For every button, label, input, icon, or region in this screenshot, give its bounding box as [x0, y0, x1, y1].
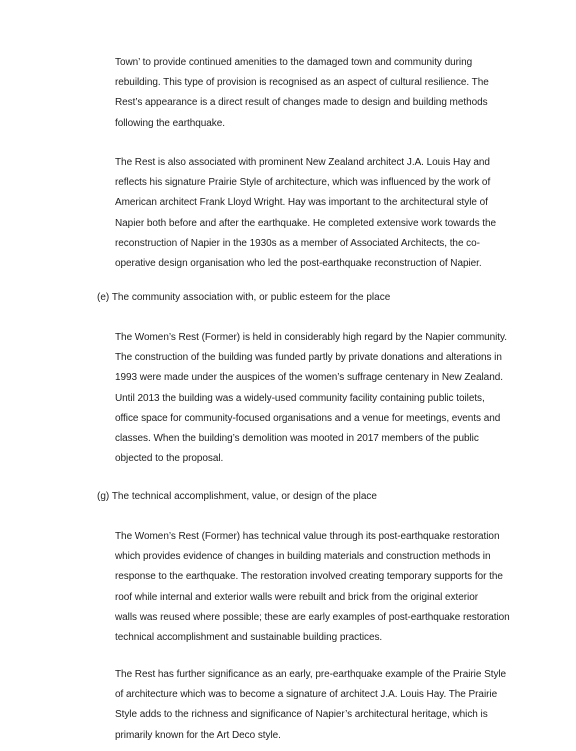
text-line: The Women’s Rest (Former) has technical value through its post-earthquake restoration	[115, 531, 500, 542]
text-line: operative design organisation who led the post-earthquake reconstruction of Napier.	[115, 258, 482, 270]
text-line: Rest’s appearance is a direct result of changes made to design and building methods	[115, 97, 488, 109]
text-line: following the earthquake.	[115, 117, 225, 129]
text-line: Napier both before and after the earthquake. He completed extensive work towards the	[115, 217, 497, 229]
text-line: objected to the proposal.	[115, 453, 224, 465]
section-heading-e: (e) The community association with, or public esteem for the place	[97, 292, 391, 303]
text-line: Style adds to the richness and significance of Napier’s architectural heritage, which is	[115, 709, 488, 721]
text-line: 1993 were made under the auspices of the women’s suffrage centenary in New Zealand.	[115, 372, 503, 384]
text-line: rebuilding. This type of provision is recognised as an aspect of cultural resilience. The	[115, 77, 489, 89]
text-line: The Rest has further significance as an early, pre-earthquake example of the Prairie Style	[115, 669, 507, 680]
text-line: The construction of the building was funded partly by private donations and alterations in	[115, 352, 502, 364]
paragraph-community-esteem	[115, 328, 507, 469]
section-heading-g: (g) The technical accomplishment, value, or design of the place	[97, 491, 377, 502]
text-line: response to the earthquake. The restoration involved creating temporary supports for the	[115, 571, 503, 583]
text-line: American architect Frank Lloyd Wright. Hay was important to the architectural style of	[115, 197, 488, 209]
text-line: roof while internal and exterior walls were rebuilt and brick from the original exterior	[115, 591, 478, 603]
text-line: Until 2013 the building was a widely-used community facility containing public toilets,	[115, 392, 485, 404]
text-line: The Women’s Rest (Former) is held in considerably high regard by the Napier community.	[115, 332, 507, 343]
text-line: which provides evidence of changes in building materials and construction methods in	[115, 551, 491, 563]
text-line: technical accomplishment and sustainable building practices.	[115, 632, 383, 644]
paragraph-technical-value	[115, 527, 510, 648]
text-line: Town’ to provide continued amenities to the damaged town and community during	[115, 57, 473, 68]
paragraph-prairie-style	[115, 665, 507, 746]
paragraph-cultural-resilience	[115, 53, 507, 134]
text-line: reflects his signature Prairie Style of architecture, which was influenced by the work of	[115, 177, 491, 189]
text-line: reconstruction of Napier in the 1930s as a member of Associated Architects, the co-	[115, 237, 480, 249]
text-line: The Rest is also associated with prominent New Zealand architect J.A. Louis Hay and	[115, 157, 490, 168]
text-line: classes. When the building’s demolition was mooted in 2017 members of the public	[115, 433, 479, 445]
text-line: primarily known for the Art Deco style.	[115, 729, 281, 741]
text-line: office space for community-focused organisations and a venue for meetings, events and	[115, 412, 501, 424]
paragraph-louis-hay	[115, 153, 507, 274]
text-line: walls was reused where possible; these are early examples of post-earthquake restoration	[115, 611, 510, 623]
text-line: of architecture which was to become a signature of architect J.A. Louis Hay. The Prairie	[115, 689, 498, 701]
